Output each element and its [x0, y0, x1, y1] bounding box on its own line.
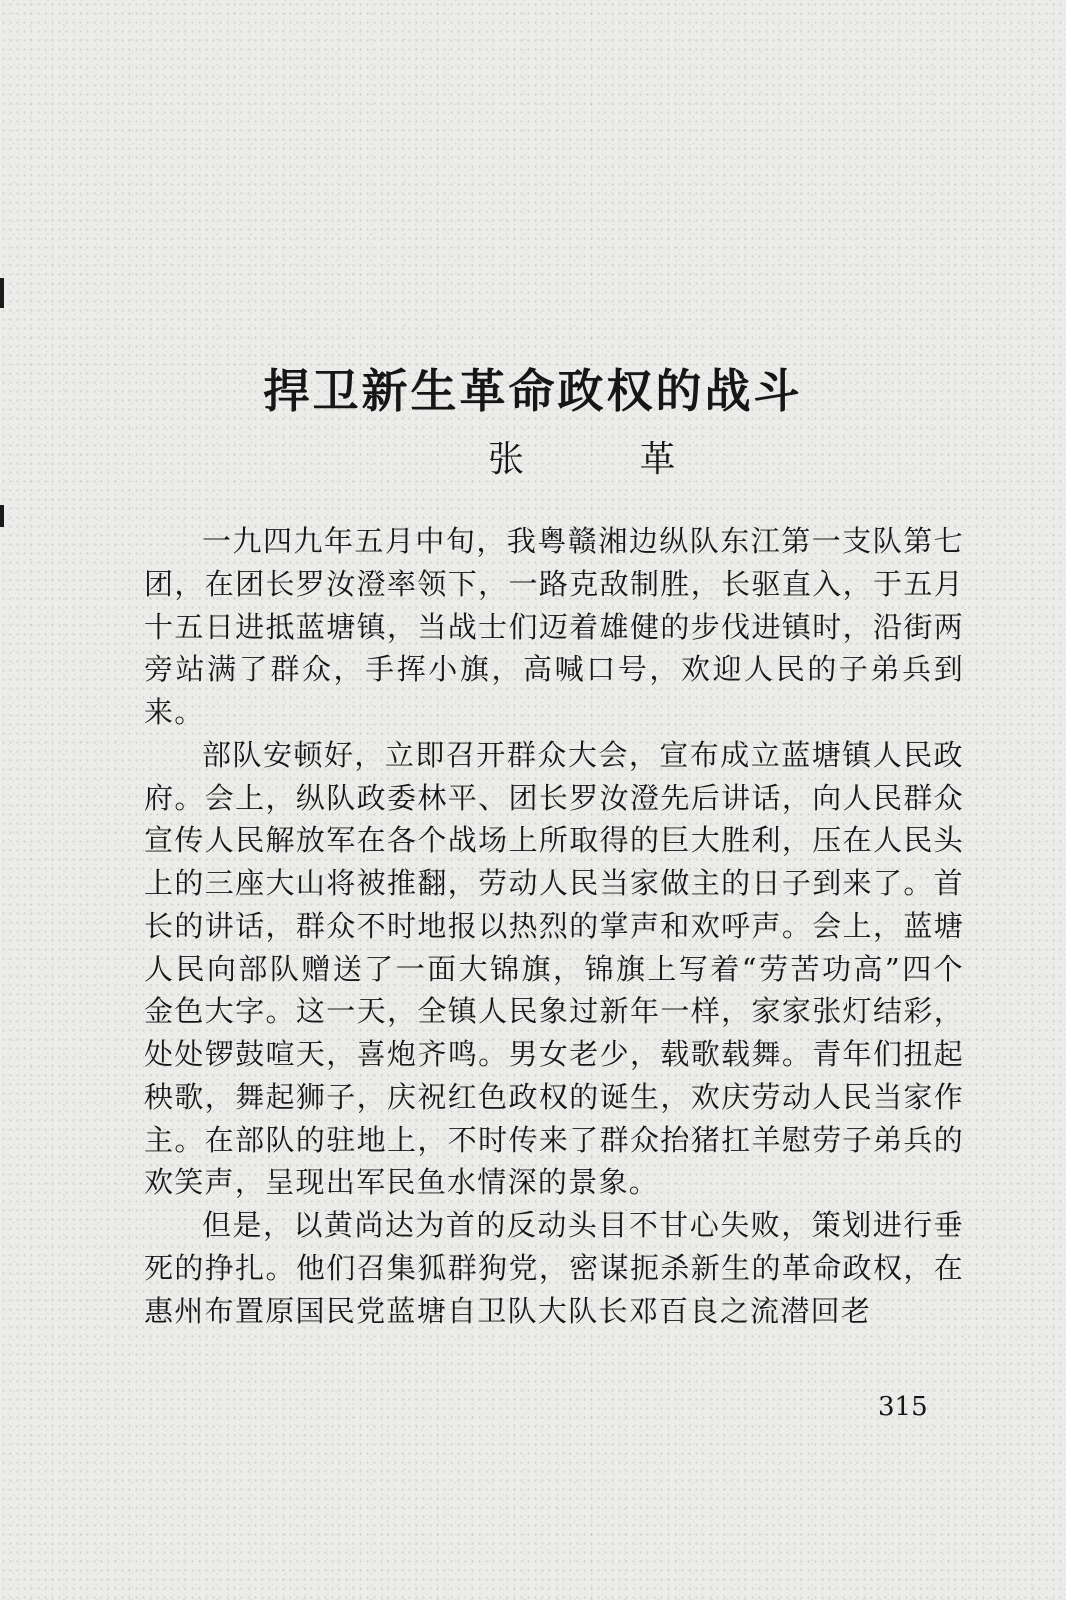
- scan-edge-mark: [0, 278, 4, 308]
- article-author: 张 革: [488, 439, 728, 480]
- article-title: 捍卫新生革命政权的战斗: [263, 363, 803, 418]
- body-paragraph: 但是，以黄尚达为首的反动头目不甘心失败，策划进行垂死的挣扎。他们召集狐群狗党，密谋扼杀新生的革命政权，在惠州布置原国民党蓝塘自卫队大队长邓百良之流潜回老: [144, 1208, 964, 1328]
- body-paragraph: 一九四九年五月中旬，我粤赣湘边纵队东江第一支队第七团，在团长罗汝澄率领下，一路克敌制胜，长驱直入，于五月十五日进抵蓝塘镇，当战士们迈着雄健的步伐进镇时，沿街两旁站满了群众，手挥小旗，高喊口号，欢迎人民的子弟兵到来。: [144, 524, 964, 729]
- page-number: 315: [878, 1392, 928, 1422]
- body-paragraph: 部队安顿好，立即召开群众大会，宣布成立蓝塘镇人民政府。会上，纵队政委林平、团长罗汝澄先后讲话，向人民群众宣传人民解放军在各个战场上所取得的巨大胜利，压在人民头上的三座大山将被推翻，劳动人民当家做主的日子到来了。首长的讲话，群众不时地报以热烈的掌声和欢呼声。会上，蓝塘人民向部队赠送了一面大锦旗，锦旗上写着“劳苦功高”四个金色大字。这一天，全镇人民象过新年一样，家家张灯结彩，处处锣鼓喧天，喜炮齐鸣。男女老少，载歌载舞。青年们扭起秧歌，舞起狮子，庆祝红色政权的诞生，欢庆劳动人民当家作主。在部队的驻地上，不时传来了群众抬猪扛羊慰劳子弟兵的欢笑声，呈现出军民鱼水情深的景象。: [144, 737, 964, 1200]
- scan-edge-mark: [0, 505, 4, 527]
- article-body: [144, 520, 964, 1332]
